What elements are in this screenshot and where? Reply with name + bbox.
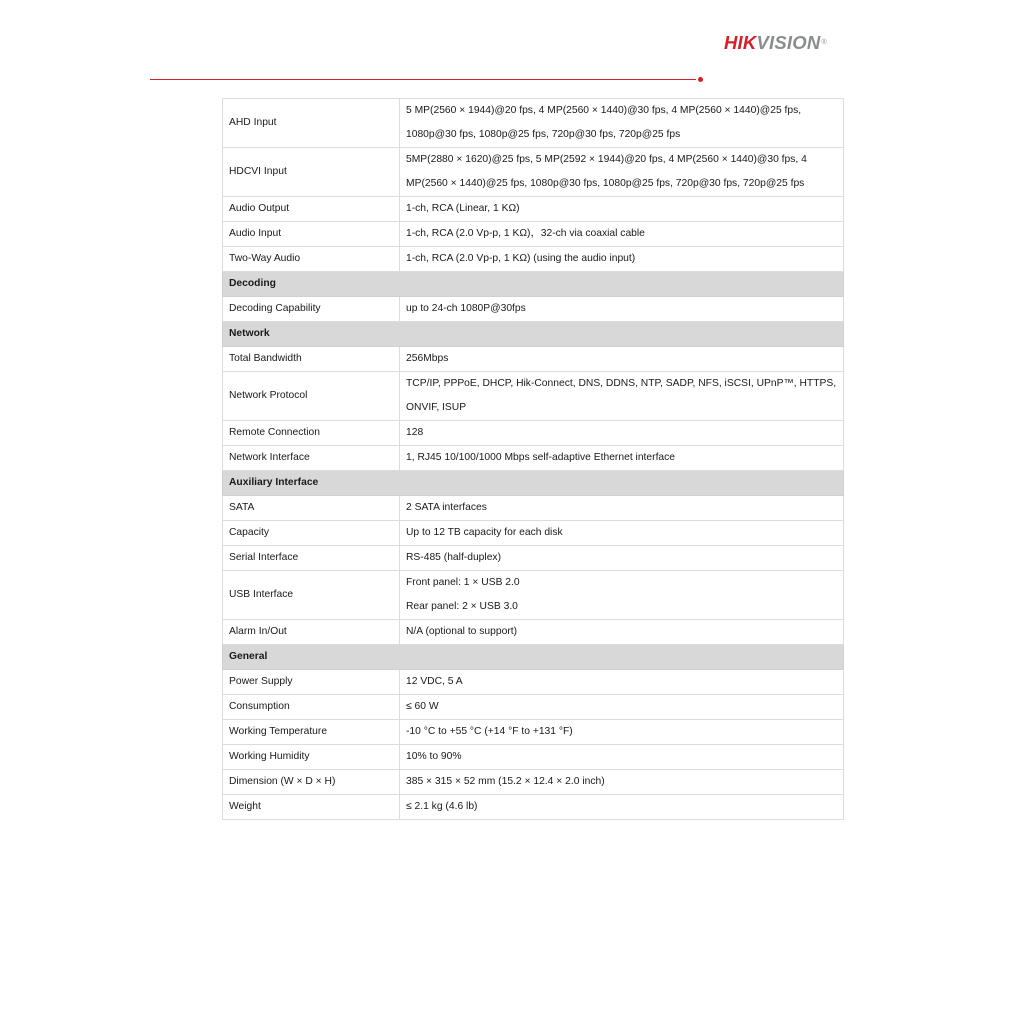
spec-label: Audio Output [223, 197, 400, 222]
spec-value [400, 496, 844, 521]
spec-value-line: 10% to 90% [406, 751, 462, 762]
spec-row [223, 347, 844, 372]
spec-label: Audio Input [223, 222, 400, 247]
spec-label: Working Humidity [223, 745, 400, 770]
spec-value [400, 720, 844, 745]
spec-row [223, 795, 844, 820]
spec-value [400, 620, 844, 645]
spec-row [223, 745, 844, 770]
registered-mark: ® [821, 39, 827, 46]
spec-row [223, 247, 844, 272]
spec-label: Total Bandwidth [223, 347, 400, 372]
spec-label: Network Interface [223, 446, 400, 471]
spec-value [400, 546, 844, 571]
spec-label: HDCVI Input [223, 148, 400, 197]
spec-value-line: 256Mbps [406, 353, 449, 364]
spec-value-line: N/A (optional to support) [406, 626, 518, 637]
spec-row [223, 197, 844, 222]
spec-value [400, 297, 844, 322]
spec-value-line: RS-485 (half-duplex) [406, 552, 502, 563]
header-divider-dot [698, 77, 703, 82]
spec-row [223, 670, 844, 695]
spec-label: Consumption [223, 695, 400, 720]
spec-value [400, 148, 844, 197]
spec-value-line: ONVIF, ISUP [406, 402, 467, 413]
spec-value [400, 372, 844, 421]
hikvision-logo [724, 33, 827, 53]
spec-label: SATA [223, 496, 400, 521]
spec-row [223, 620, 844, 645]
spec-value [400, 745, 844, 770]
spec-value-line: 1-ch, RCA (2.0 Vp-p, 1 KΩ)，32-ch via coaxial cable [406, 228, 645, 239]
spec-row [223, 148, 844, 197]
spec-row [223, 521, 844, 546]
spec-value [400, 347, 844, 372]
spec-row [223, 720, 844, 745]
spec-value-line: ≤ 2.1 kg (4.6 lb) [406, 801, 478, 812]
spec-value-line: Front panel: 1 × USB 2.0 [406, 577, 520, 588]
spec-label: Two-Way Audio [223, 247, 400, 272]
spec-value-line: ≤ 60 W [406, 701, 439, 712]
spec-label: AHD Input [223, 99, 400, 148]
spec-value-line: 1080p@30 fps, 1080p@25 fps, 720p@30 fps, 720p@25 fps [406, 129, 681, 140]
spec-row [223, 99, 844, 148]
spec-value [400, 446, 844, 471]
section-header-row [223, 272, 844, 297]
spec-value-line: 12 VDC, 5 A [406, 676, 463, 687]
spec-value-line: 5MP(2880 × 1620)@25 fps, 5 MP(2592 × 1944)@20 fps, 4 MP(2560 × 1440)@30 fps, 4 [406, 154, 807, 165]
logo-text-vision: VISION [756, 32, 821, 53]
spec-label: Dimension (W × D × H) [223, 770, 400, 795]
spec-value-line: MP(2560 × 1440)@25 fps, 1080p@30 fps, 1080p@25 fps, 720p@30 fps, 720p@25 fps [406, 178, 805, 189]
spec-value-line: 1-ch, RCA (Linear, 1 KΩ) [406, 203, 520, 214]
spec-value [400, 571, 844, 620]
spec-value-line: -10 °C to +55 °C (+14 °F to +131 °F) [406, 726, 573, 737]
spec-row [223, 372, 844, 421]
spec-label: Decoding Capability [223, 297, 400, 322]
logo-text-hik: HIK [724, 32, 757, 53]
specification-table-body [223, 99, 844, 820]
header-divider-line [150, 79, 696, 80]
spec-value [400, 795, 844, 820]
spec-label: Weight [223, 795, 400, 820]
spec-value [400, 99, 844, 148]
spec-value-line: 385 × 315 × 52 mm (15.2 × 12.4 × 2.0 inch) [406, 776, 605, 787]
spec-value-line: 5 MP(2560 × 1944)@20 fps, 4 MP(2560 × 1440)@30 fps, 4 MP(2560 × 1440)@25 fps, [406, 105, 802, 116]
spec-label: Working Temperature [223, 720, 400, 745]
spec-value-line: 128 [406, 427, 424, 438]
spec-label: Serial Interface [223, 546, 400, 571]
spec-label: USB Interface [223, 571, 400, 620]
section-title: Network [223, 322, 844, 347]
spec-row [223, 421, 844, 446]
spec-value [400, 770, 844, 795]
spec-value-line: Rear panel: 2 × USB 3.0 [406, 601, 518, 612]
spec-value [400, 197, 844, 222]
spec-value [400, 247, 844, 272]
spec-row [223, 297, 844, 322]
spec-value-line: 2 SATA interfaces [406, 502, 487, 513]
spec-label: Alarm In/Out [223, 620, 400, 645]
spec-value [400, 670, 844, 695]
section-title: Decoding [223, 272, 844, 297]
spec-row [223, 695, 844, 720]
spec-row [223, 446, 844, 471]
spec-row [223, 571, 844, 620]
section-header-row [223, 645, 844, 670]
specification-table [222, 98, 844, 820]
spec-label: Network Protocol [223, 372, 400, 421]
section-title: General [223, 645, 844, 670]
spec-value [400, 421, 844, 446]
spec-value-line: 1-ch, RCA (2.0 Vp-p, 1 KΩ) (using the audio input) [406, 253, 636, 264]
spec-value-line: up to 24-ch 1080P@30fps [406, 303, 526, 314]
spec-value-line: Up to 12 TB capacity for each disk [406, 527, 563, 538]
spec-value-line: TCP/IP, PPPoE, DHCP, Hik-Connect, DNS, DDNS, NTP, SADP, NFS, iSCSI, UPnP™, HTTPS, [406, 378, 837, 389]
section-header-row [223, 322, 844, 347]
spec-label: Capacity [223, 521, 400, 546]
spec-label: Remote Connection [223, 421, 400, 446]
spec-value [400, 695, 844, 720]
spec-row [223, 770, 844, 795]
spec-value [400, 222, 844, 247]
section-title: Auxiliary Interface [223, 471, 844, 496]
spec-row [223, 546, 844, 571]
spec-label: Power Supply [223, 670, 400, 695]
spec-value-line: 1, RJ45 10/100/1000 Mbps self-adaptive Ethernet interface [406, 452, 676, 463]
spec-row [223, 496, 844, 521]
spec-row [223, 222, 844, 247]
spec-value [400, 521, 844, 546]
section-header-row [223, 471, 844, 496]
